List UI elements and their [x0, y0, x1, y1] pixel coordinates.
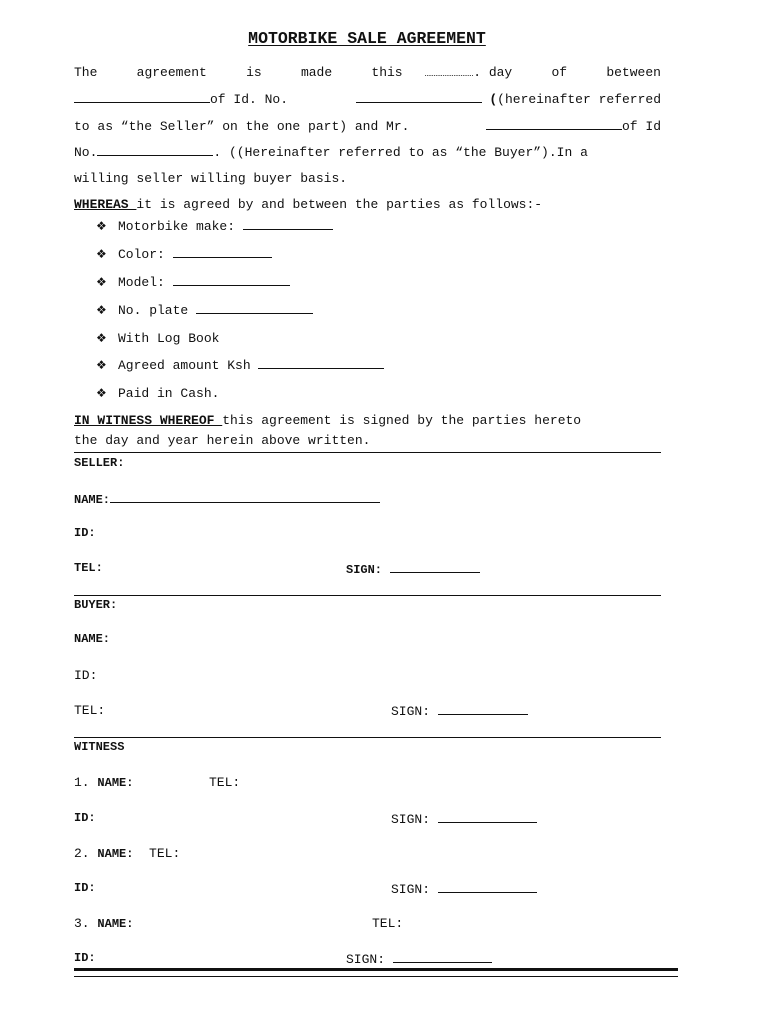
seller-id-label: ID: [74, 526, 96, 540]
list-item [96, 269, 384, 297]
intro-word: of [551, 65, 568, 80]
witness-1-sign-row [391, 811, 537, 827]
buyer-name-label: NAME: [74, 632, 111, 646]
diamond-bullet-icon: ❖ [96, 246, 107, 261]
of-id-text: of Id. No. [210, 92, 289, 108]
witness-3-sign-field[interactable] [393, 951, 492, 963]
paren-bold: ( [489, 92, 498, 108]
terms-list [96, 213, 384, 408]
make-blank[interactable] [243, 218, 333, 230]
diamond-bullet-icon: ❖ [96, 219, 107, 233]
buyer-heading: BUYER: [74, 598, 118, 612]
witness-number: 3. [74, 916, 90, 931]
divider [74, 595, 661, 596]
witness-1-id-label: ID: [74, 811, 96, 825]
seller-name-row [74, 491, 380, 507]
date-dots-field[interactable]: ……………………… [424, 69, 474, 79]
witness-2-sign-row [391, 881, 537, 897]
witness-sign-label: SIGN: [391, 882, 431, 897]
buyer-sign-field[interactable] [438, 703, 528, 715]
witness-name-label: NAME: [97, 776, 134, 790]
intro-word: between [606, 65, 661, 80]
witness-heading: WITNESS [74, 740, 125, 754]
intro-date-group [371, 60, 512, 87]
diamond-bullet-icon: ❖ [96, 274, 107, 289]
buyer-sign-row [391, 703, 528, 719]
witness-2-row [74, 846, 180, 861]
diamond-bullet-icon: ❖ [96, 302, 107, 317]
bottom-double-rule [74, 968, 678, 977]
bullet-text: Color: [118, 246, 165, 262]
no-text: No. [74, 144, 98, 160]
buyer-id-blank[interactable] [97, 144, 213, 156]
witness-clause-line-2: the day and year herein above written. [74, 433, 371, 448]
intro-line-2 [74, 87, 661, 113]
intro-word: agreement [136, 65, 207, 80]
witness-clause-line-1 [74, 413, 581, 428]
of-id-text: of Id [621, 118, 661, 134]
seller-name-blank[interactable] [74, 91, 210, 103]
amount-blank[interactable] [258, 357, 384, 369]
bullet-text: Motorbike make: [118, 219, 236, 234]
list-item [96, 213, 384, 241]
witness-name-label: NAME: [97, 847, 134, 861]
buyer-id-label: ID: [74, 668, 98, 683]
in-witness-label: IN WITNESS WHEREOF [74, 413, 223, 428]
seller-sign-field[interactable] [390, 561, 480, 573]
witness-2-sign-field[interactable] [438, 881, 537, 893]
witness-3-sign-row [346, 951, 492, 967]
bullet-text: Model: [118, 274, 165, 290]
witness-2-tel-label: TEL: [149, 846, 181, 861]
witness-sign-label: SIGN: [391, 812, 431, 827]
buyer-sign-label: SIGN: [391, 704, 431, 719]
buyer-name-blank[interactable] [486, 118, 622, 130]
diamond-bullet-icon: ❖ [96, 330, 107, 345]
witness-3-id-label: ID: [74, 951, 96, 965]
seller-tel-label: TEL: [74, 561, 103, 575]
bullet-text: No. plate [118, 302, 189, 318]
model-blank[interactable] [173, 274, 290, 286]
plate-blank[interactable] [196, 302, 313, 314]
intro-line-1 [74, 60, 661, 87]
seller-id-blank[interactable] [356, 91, 482, 103]
bullet-text: With Log Book [118, 330, 220, 346]
bullet-text: Paid in Cash. [118, 386, 220, 402]
intro-word: The [74, 65, 98, 80]
list-item [96, 380, 384, 408]
witness-1-sign-field[interactable] [438, 811, 537, 823]
whereas-text: it is agreed by and between the parties as follows:- [136, 197, 543, 212]
document-title: MOTORBIKE SALE AGREEMENT [248, 29, 486, 48]
intro-line-4 [74, 140, 661, 166]
seller-name-label: NAME: [74, 493, 111, 507]
intro-word: made [300, 65, 333, 80]
seller-ref-text: to as “the Seller” on the one part) and Mr. [74, 118, 410, 134]
list-item [96, 241, 384, 269]
intro-line-5: willing seller willing buyer basis. [74, 171, 348, 187]
intro-line-3 [74, 114, 661, 140]
witness-3-tel-label: TEL: [372, 916, 404, 931]
witness-2-id-label: ID: [74, 881, 96, 895]
whereas-label: WHEREAS [74, 197, 137, 212]
witness-1-tel-label: TEL: [209, 775, 241, 790]
hereinafter-text: (hereinafter referred [497, 92, 661, 108]
diamond-bullet-icon: ❖ [96, 386, 107, 401]
intro-word: this [371, 65, 403, 80]
divider [74, 737, 661, 738]
diamond-bullet-icon: ❖ [96, 358, 107, 373]
list-item [96, 297, 384, 325]
divider [74, 452, 661, 453]
list-item [96, 352, 384, 380]
witness-3-row [74, 916, 133, 931]
intro-word: . day [473, 65, 513, 80]
intro-word: is [246, 65, 262, 80]
color-blank[interactable] [173, 246, 272, 258]
bullet-text: Agreed amount Ksh [118, 358, 251, 374]
buyer-ref-text: . ((Hereinafter referred to as “the Buyer”).In a [213, 144, 588, 160]
witness-clause-text: this agreement is signed by the parties hereto [222, 413, 582, 428]
list-item [96, 325, 384, 353]
witness-name-label: NAME: [97, 917, 134, 931]
witness-1-row [74, 775, 133, 790]
seller-sign-row [346, 561, 480, 577]
seller-sign-label: SIGN: [346, 563, 383, 577]
buyer-tel-label: TEL: [74, 703, 106, 718]
witness-number: 2. [74, 846, 90, 861]
seller-heading: SELLER: [74, 456, 125, 470]
whereas-line [74, 197, 542, 212]
intro-paragraph [74, 60, 661, 192]
witness-number: 1. [74, 775, 90, 790]
witness-sign-label: SIGN: [346, 952, 386, 967]
seller-name-field[interactable] [110, 491, 380, 503]
